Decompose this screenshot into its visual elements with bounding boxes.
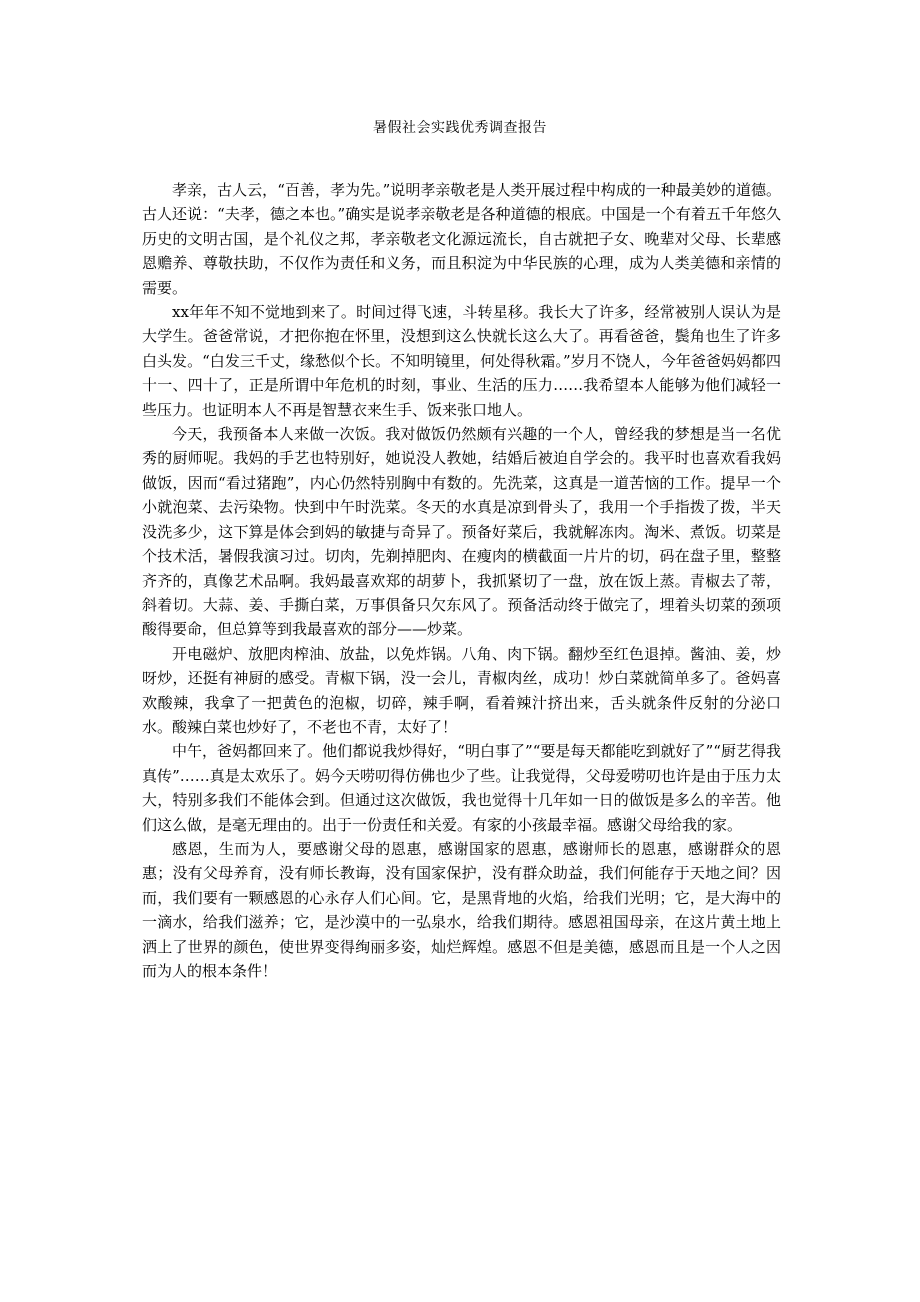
paragraph-5: 中午，爸妈都回来了。他们都说我炒得好，“明白事了”“要是每天都能吃到就好了”“厨艺得我真传”……真是太欢乐了。妈今天唠叨得仿佛也少了些。让我觉得，父母爱唠叨也许是由于压力太大，特别多我们不能体会到。但通过这次做饭，我也觉得十几年如一日的做饭是多么的辛苦。他们这么做，是毫无理由的。出于一份责任和关爱。有家的小孩最幸福。感谢父母给我的家。 xyxy=(142,742,781,834)
paragraph-4: 开电磁炉、放肥肉榨油、放盐，以免炸锅。八角、肉下锅。翻炒至红色退掉。酱油、姜，炒呀炒，还挺有神厨的感受。青椒下锅，没一会儿，青椒肉丝，成功！炒白菜就简单多了。爸妈喜欢酸辣，我拿了一把黄色的泡椒，切碎，辣手啊，看着辣汁挤出来，舌头就条件反射的分泌口水。酸辣白菜也炒好了，不老也不青，太好了！ xyxy=(142,644,781,736)
paragraph-6: 感恩，生而为人，要感谢父母的恩惠，感谢国家的恩惠，感谢师长的恩惠，感谢群众的恩惠；没有父母养育，没有师长教诲，没有国家保护，没有群众助益，我们何能存于天地之间？因而，我们要有一颗感恩的心永存人们心间。它，是黑背地的火焰，给我们光明；它，是大海中的一滴水，给我们滋养；它，是沙漠中的一弘泉水，给我们期待。感恩祖国母亲，在这片黄土地上洒上了世界的颜色，使世界变得绚丽多姿，灿烂辉煌。感恩不但是美德，感恩而且是一个人之因而为人的根本条件！ xyxy=(142,839,781,980)
document-title: 暑假社会实践优秀调查报告 xyxy=(373,120,547,136)
paragraph-3: 今天，我预备本人来做一次饭。我对做饭仍然颇有兴趣的一个人，曾经我的梦想是当一名优秀的厨师呢。我妈的手艺也特别好，她说没人教她，结婚后被迫自学会的。我平时也喜欢看我妈做饭，因而“看过猪跑”，内心仍然特别胸中有数的。先洗菜，这真是一道苦恼的工作。提早一个小就泡菜、去污染物。快到中午时洗菜。冬天的水真是凉到骨头了，我用一个手指拨了拨，半天没洗多少，这下算是体会到妈的敏捷与奇异了。预备好菜后，我就解冻肉。淘米、煮饭。切菜是个技术活，暑假我演习过。切肉，先剃掉肥肉、在瘦肉的横截面一片片的切，码在盘子里，整整齐齐的，真像艺术品啊。我妈最喜欢郑的胡萝卜，我抓紧切了一盘，放在饭上蒸。青椒去了蒂，斜着切。大蒜、姜、手撕白菜，万事俱备只欠东风了。预备活动终于做完了，埋着头切菜的颈项酸得要命，但总算等到我最喜欢的部分——炒菜。 xyxy=(142,425,781,639)
paragraph-2: xx年年不知不觉地到来了。时间过得飞速，斗转星移。我长大了许多，经常被别人误认为是大学生。爸爸常说，才把你抱在怀里，没想到这么快就长这么大了。再看爸爸，鬓角也生了许多白头发。“白发三千丈，缘愁似个长。不知明镜里，何处得秋霜。”岁月不饶人，今年爸爸妈妈都四十一、四十了，正是所谓中年危机的时刻，事业、生活的压力……我希望本人能够为他们减轻一些压力。也证明本人不再是智慧衣来生手、饭来张口地人。 xyxy=(142,303,781,419)
paragraph-1: 孝亲，古人云，“百善，孝为先。”说明孝亲敬老是人类开展过程中构成的一种最美妙的道德。古人还说：“夫孝，德之本也。”确实是说孝亲敬老是各种道德的根底。中国是一个有着五千年悠久历史的文明古国，是个礼仪之邦，孝亲敬老文化源远流长，自古就把子女、晚辈对父母、长辈感恩赡养、尊敬扶助，不仅作为责任和义务，而且积淀为中华民族的心理，成为人类美德和亲情的需要。 xyxy=(142,181,781,297)
document-body xyxy=(142,178,781,983)
